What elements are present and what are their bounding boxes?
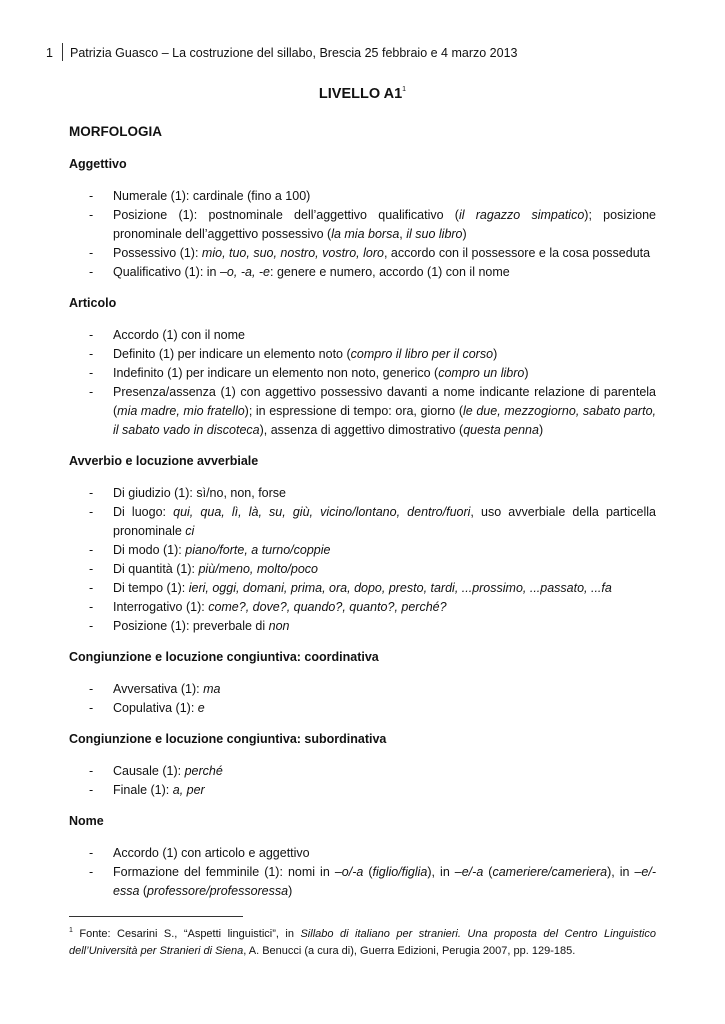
text-run: Possessivo (1):	[113, 246, 202, 260]
italic-text: –o/-a	[334, 865, 364, 879]
text-run: ); posizione pronominale dell’aggettivo possessivo (	[113, 208, 656, 241]
list-item	[69, 364, 656, 383]
bullet-list	[69, 844, 656, 901]
italic-text: questa penna	[463, 423, 539, 437]
list-item	[69, 680, 656, 699]
text-run: Avversativa (1):	[113, 682, 204, 696]
italic-text: più/meno, molto/poco	[198, 562, 318, 576]
list-item	[69, 263, 656, 282]
subsection-title: Congiunzione e locuzione congiuntiva: coordinativa	[69, 650, 379, 664]
text-run: (	[483, 865, 493, 879]
text-run: )	[493, 347, 498, 361]
page-title	[0, 86, 725, 102]
italic-text: mio, tuo, suo, nostro, vostro, loro	[201, 246, 384, 260]
sections-container	[69, 155, 656, 901]
bullet-list	[69, 680, 656, 718]
text-run: Copulativa (1):	[113, 701, 198, 715]
text-run: Fonte: Cesarini S., “Aspetti linguistici”, in	[72, 928, 301, 940]
list-item	[69, 206, 656, 244]
italic-text: come?, dove?, quando?, quanto?, perché?	[208, 600, 447, 614]
text-run: ,	[399, 227, 407, 241]
footnote-number: 1	[69, 927, 73, 934]
text-run: Indefinito (1) per indicare un elemento non noto, generico (	[113, 366, 439, 380]
text-run: , accordo con il possessore e la cosa posseduta	[383, 246, 651, 260]
page-number: 1	[46, 46, 53, 60]
italic-text: figlio/figlia	[372, 865, 428, 879]
italic-text: mia madre, mio fratello	[117, 404, 245, 418]
text-run: ), in	[607, 865, 635, 879]
bullet-list	[69, 484, 656, 636]
header-divider	[62, 43, 63, 61]
italic-text: cameriere/cameriera	[492, 865, 608, 879]
list-item	[69, 345, 656, 364]
italic-text: il suo libro	[406, 227, 463, 241]
subsection-title: Congiunzione e locuzione congiuntiva: subordinativa	[69, 732, 387, 746]
bullet-list	[69, 187, 656, 282]
text-run: ), in	[427, 865, 455, 879]
text-run: Causale (1):	[113, 764, 185, 778]
text-run: , A. Benucci (a cura di), Guerra Edizioni, Perugia 2007, pp. 129-185.	[243, 945, 576, 957]
list-item	[69, 579, 656, 598]
list-item	[69, 598, 656, 617]
italic-text: compro il libro per il corso	[350, 347, 494, 361]
subsection-title: Avverbio e locuzione avverbiale	[69, 454, 259, 468]
text-run: Definito (1) per indicare un elemento noto (	[113, 347, 351, 361]
text-run: )	[462, 227, 467, 241]
text-run: (	[139, 884, 148, 898]
italic-text: –o, -a, -e	[219, 265, 271, 279]
text-run: Posizione (1): preverbale di	[113, 619, 269, 633]
text-run: )	[288, 884, 293, 898]
list-item	[69, 560, 656, 579]
header-text: Patrizia Guasco – La costruzione del sillabo, Brescia 25 febbraio e 4 marzo 2013	[70, 46, 518, 60]
text-run: Finale (1):	[113, 783, 173, 797]
text-run: )	[524, 366, 529, 380]
footnote	[69, 922, 656, 960]
list-item	[69, 383, 656, 440]
list-item	[69, 699, 656, 718]
italic-text: professore/professoressa	[147, 884, 289, 898]
text-run: Di modo (1):	[113, 543, 186, 557]
italic-text: piano/forte, a turno/coppie	[185, 543, 331, 557]
text-run: ), assenza di aggettivo dimostrativo (	[259, 423, 464, 437]
bullet-list	[69, 326, 656, 440]
italic-text: le due, mezzogiorno, sabato parto, il sabato vado in discoteca	[113, 404, 656, 437]
italic-text: Sillabo di italiano per stranieri. Una proposta del Centro Linguistico dell’Università per Stranieri di Siena	[69, 928, 656, 957]
subsection-title: Articolo	[69, 296, 117, 310]
italic-text: qui, qua, lì, là, su, giù, vicino/lontano, dentro/fuori	[173, 505, 471, 519]
text-run: Numerale (1): cardinale (fino a 100)	[113, 189, 311, 203]
footnote-separator	[69, 916, 243, 917]
italic-text: e	[197, 701, 205, 715]
page-header	[46, 43, 517, 61]
italic-text: ci	[185, 524, 195, 538]
text-run: Accordo (1) con articolo e aggettivo	[113, 846, 310, 860]
list-item	[69, 326, 656, 345]
list-item	[69, 503, 656, 541]
italic-text: a, per	[172, 783, 205, 797]
italic-text: ieri, oggi, domani, prima, ora, dopo, presto, tardi, ...prossimo, ...passato, ...fa	[188, 581, 612, 595]
text-run: Di giudizio (1): sì/no, non, forse	[113, 486, 286, 500]
italic-text: compro un libro	[438, 366, 525, 380]
bullet-list	[69, 762, 656, 800]
list-item	[69, 617, 656, 636]
text-run: Formazione del femminile (1): nomi in	[113, 865, 335, 879]
text-run: Interrogativo (1):	[113, 600, 209, 614]
text-run: Posizione (1): postnominale dell’aggettivo qualificativo (	[113, 208, 459, 222]
list-item	[69, 844, 656, 863]
text-run: Qualificativo (1): in	[113, 265, 220, 279]
list-item	[69, 541, 656, 560]
list-item	[69, 187, 656, 206]
list-item	[69, 244, 656, 263]
document-body	[69, 122, 656, 913]
italic-text: non	[268, 619, 290, 633]
italic-text: perché	[184, 764, 223, 778]
italic-text: –e/-essa	[113, 865, 657, 898]
title-text: LIVELLO A1	[318, 86, 403, 102]
title-footnote-ref: 1	[402, 86, 407, 93]
italic-text: la mia borsa	[331, 227, 400, 241]
section-heading: MORFOLOGIA	[69, 124, 162, 139]
list-item	[69, 484, 656, 503]
text-run: Di luogo:	[113, 505, 174, 519]
subsection-title: Nome	[69, 814, 104, 828]
text-run: )	[538, 423, 544, 437]
list-item	[69, 863, 656, 901]
list-item	[69, 762, 656, 781]
text-run: (	[363, 865, 373, 879]
text-run: Di tempo (1):	[113, 581, 189, 595]
italic-text: –e/-a	[454, 865, 484, 879]
text-run: ); in espressione di tempo: ora, giorno (	[244, 404, 464, 418]
italic-text: il ragazzo simpatico	[458, 208, 585, 222]
text-run: Presenza/assenza (1) con aggettivo possessivo davanti a nome indicante relazione di parentela (	[113, 385, 656, 418]
text-run: Di quantità (1):	[113, 562, 199, 576]
text-run: : genere e numero, accordo (1) con il nome	[270, 265, 510, 279]
subsection-title: Aggettivo	[69, 157, 127, 171]
text-run: , uso avverbiale della particella pronominale	[113, 505, 656, 538]
text-run: Accordo (1) con il nome	[113, 328, 246, 342]
italic-text: ma	[203, 682, 221, 696]
list-item	[69, 781, 656, 800]
